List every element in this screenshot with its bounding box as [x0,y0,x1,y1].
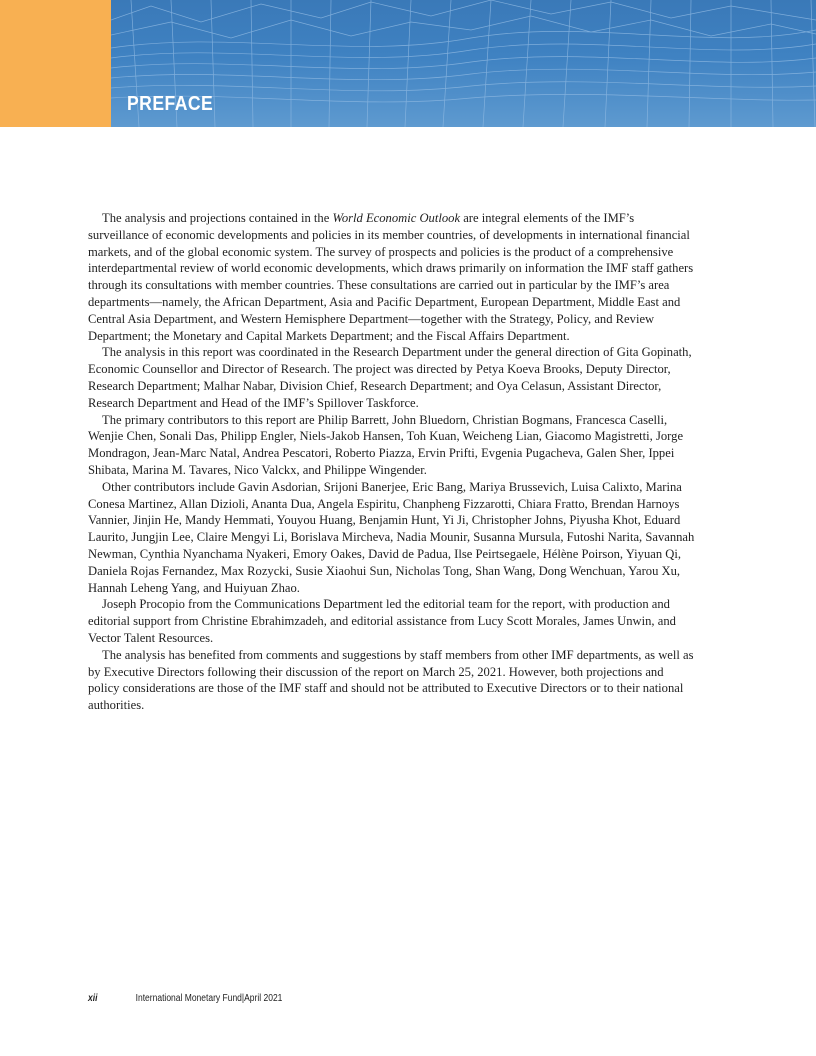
paragraph-coordination: The analysis in this report was coordinated in the Research Department under the general direction of Gita Gopinath, Economic Counsellor and Director of Research. The project was directed by Petya Koeva Brooks, Deputy Director, Research Department; Malhar Nabar, Division Chief, Research Department; and Oya Celasun, Assistant Director, Research Department and Head of the IMF’s Spillover Taskforce. [88,345,692,410]
publication-date: April 2021 [244,993,283,1004]
paragraph-acknowledgments: The analysis has benefited from comments and suggestions by staff members from other IMF departments, as well as by Executive Directors following their discussion of the report on March 25, 2021. However, both projections and policy considerations are those of the IMF staff and should not be attributed to Executive Directors or to their national authorities. [88,647,694,713]
publication-title: World Economic Outlook [332,211,461,225]
footer-separator: | [241,993,245,1004]
paragraph-other-contributors: Other contributors include Gavin Asdorian, Srijoni Banerjee, Eric Bang, Mariya Brussevich, Luisa Calixto, Marina Conesa Martinez, Allan Dizioli, Ananta Dua, Angela Espiritu, Chanpheng Fizzarotti, Chiara Fratto, Brendan Harnoys Vannier, Jinjin He, Mandy Hemmati, Youyou Huang, Benjamin Hunt, Yi Ji, Christopher Johns, Piyusha Khot, Eduard Laurito, Jungjin Lee, Claire Mengyi Li, Borislava Mircheva, Nadia Mounir, Susanna Mursula, Futoshi Narita, Savannah Newman, Cynthia Nyanchama Nyakeri, Emory Oakes, David de Padua, Ilse Peirtsegaele, Hélène Poirson, Yiyuan Qi, Daniela Rojas Fernandez, Max Rozycki, Susie Xiaohui Sun, Nicholas Tong, Shan Wang, Dong Wenchuan, Yarou Xu, Hannah Leheng Yang, and Huiyuan Zhao. [88,479,695,595]
page-title: PREFACE [127,93,214,115]
preface-body [88,210,695,714]
paragraph-intro-rest: are integral elements of the IMF’s surveillance of economic developments and policies in its member countries, of developments in international financial markets, and of the global economic system. The survey of prospects and policies is the product of a comprehensive interdepartmental review of world economic developments, which draws primarily on information the IMF staff gathers through its consultations with member countries. These consultations are carried out in particular by the IMF’s area departments—namely, the African Department, Asia and Pacific Department, European Department, Middle East and Central Asia Department, and Western Hemisphere Department—together with the Strategy, Policy, and Review Department; the Monetary and Capital Markets Department; and the Fiscal Affairs Department. [88,211,694,343]
page-number: xii [88,993,98,1004]
paragraph-intro-lead: The analysis and projections contained in the [102,211,333,225]
paragraph-editorial: Joseph Procopio from the Communications Department led the editorial team for the report, with production and editorial support from Christine Ebrahimzadeh, and editorial assistance from Lucy Scott Morales, James Unwin, and Vector Talent Resources. [88,597,676,645]
publisher-name: International Monetary Fund [135,993,242,1004]
wireframe-mesh-graphic [111,0,816,127]
paragraph-primary-contributors: The primary contributors to this report are Philip Barrett, John Bluedorn, Christian Bogmans, Francesca Caselli, Wenjie Chen, Sonali Das, Philipp Engler, Niels-Jakob Hansen, Toh Kuan, Weicheng Lian, Giacomo Magistretti, Jorge Mondragon, Jean-Marc Natal, Andrea Pescatori, Roberto Piazza, Ervin Prifti, Evgenia Pugacheva, Galen Sher, Ippei Shibata, Marina M. Tavares, Nico Valckx, and Philippe Wingender. [88,412,684,477]
paragraph-intro [88,210,695,344]
blue-mesh-panel [111,0,816,127]
page-footer [88,993,282,1004]
orange-accent-block [0,0,111,127]
preface-banner [0,0,816,127]
